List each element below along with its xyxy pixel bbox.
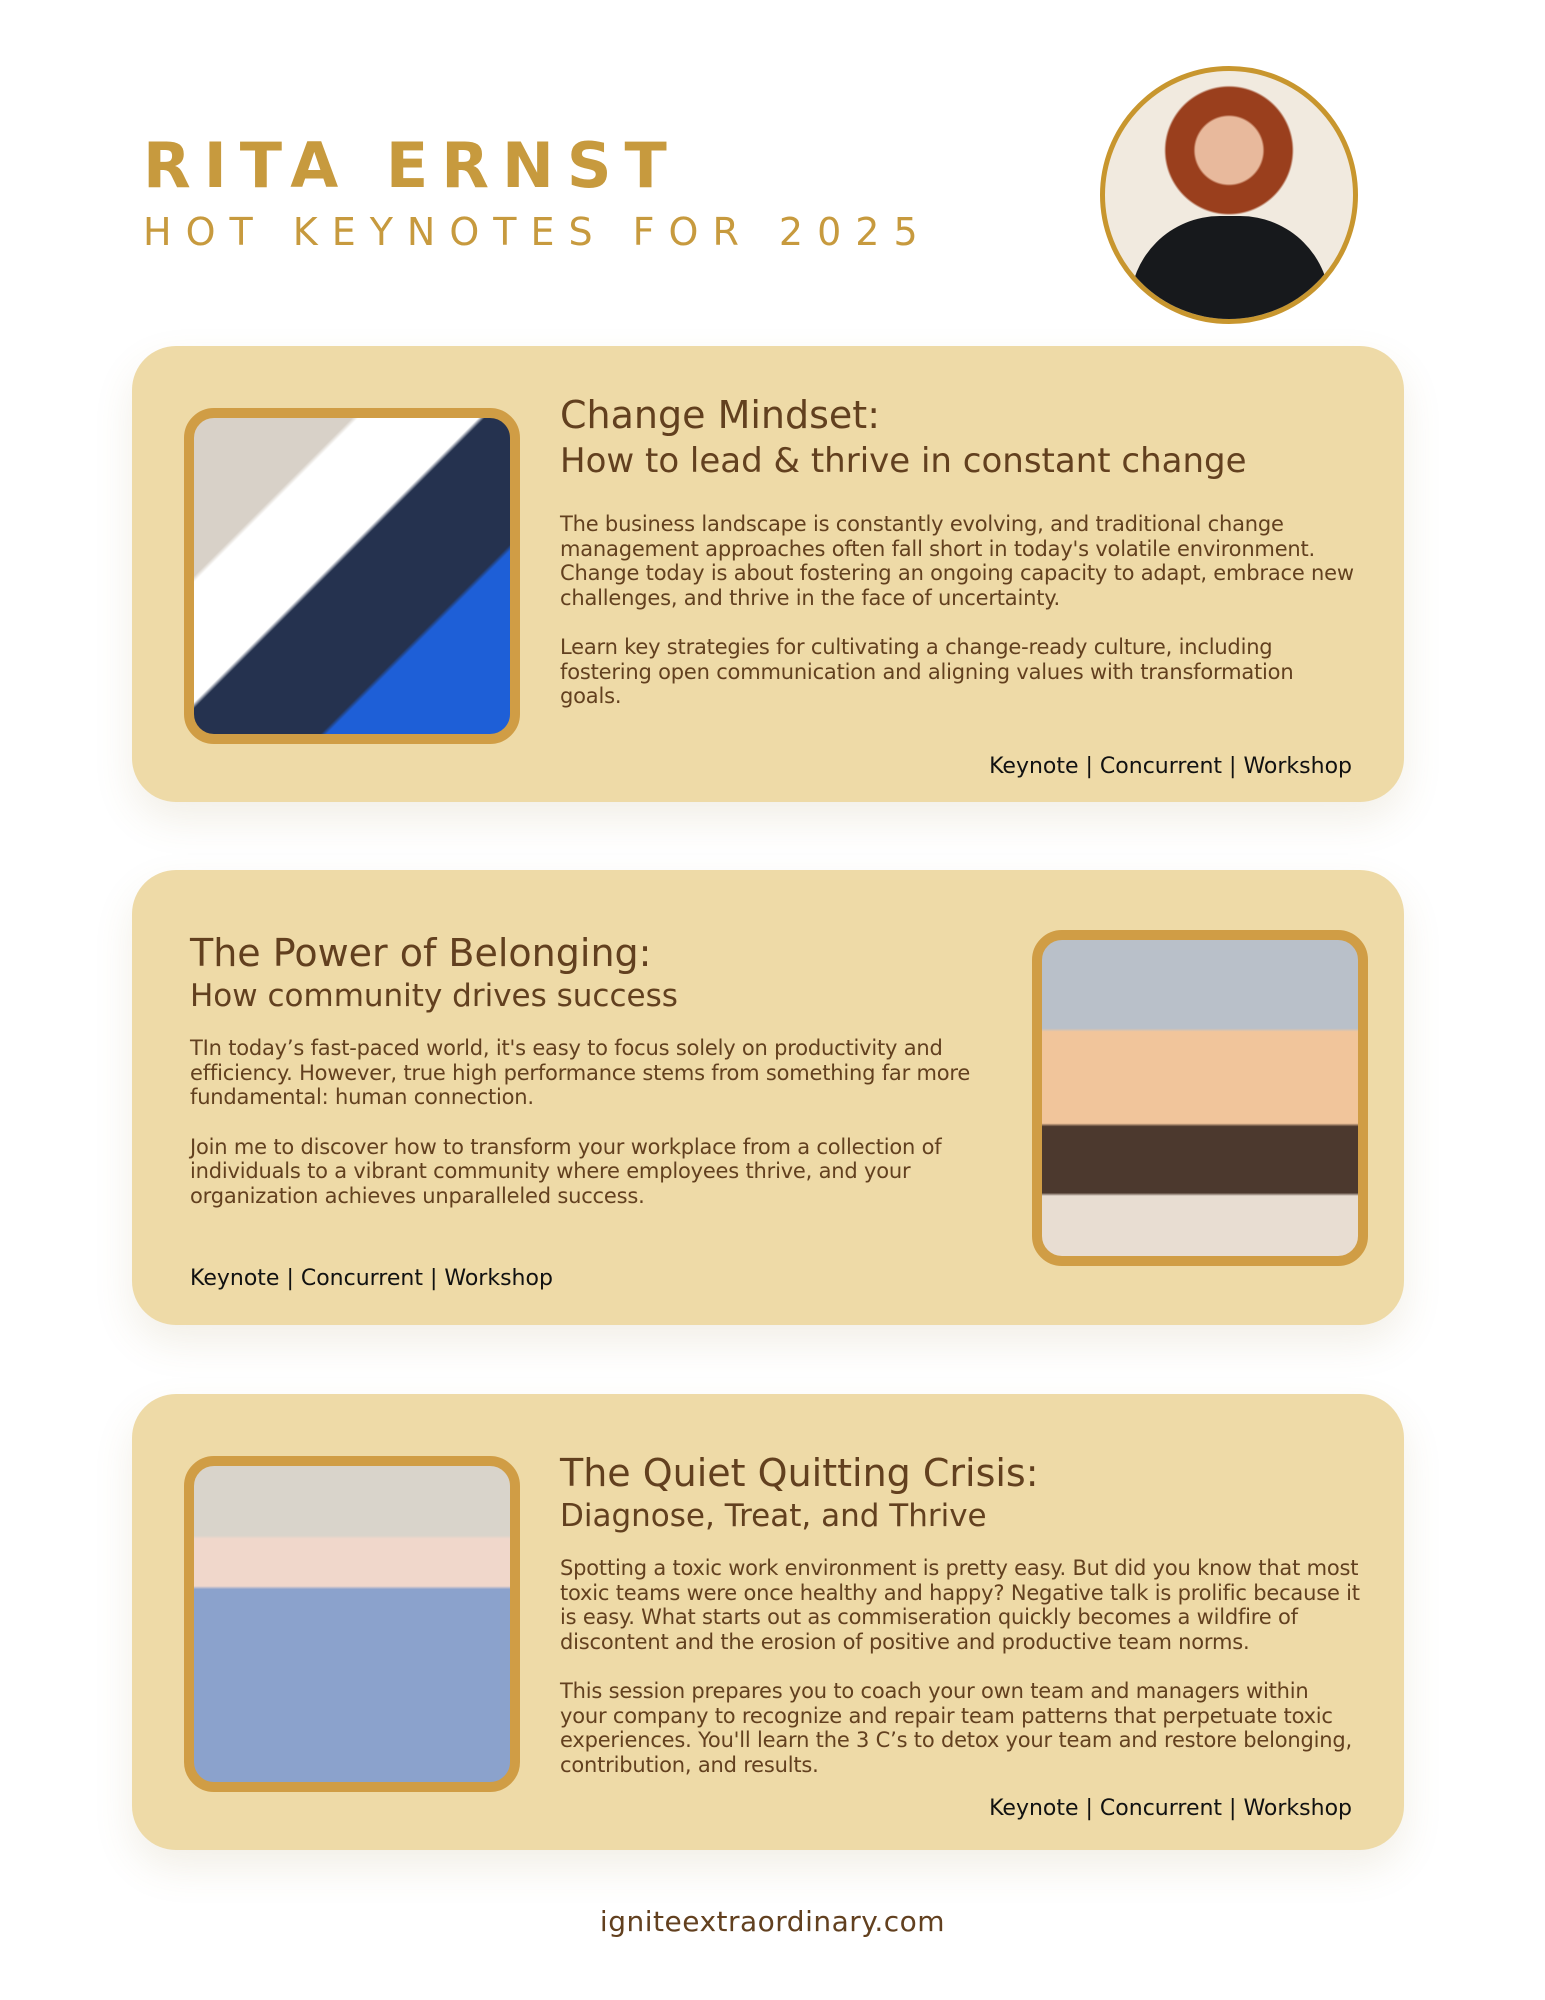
keynote-formats: Keynote | Concurrent | Workshop bbox=[989, 1796, 1352, 1821]
website-link[interactable]: igniteextraordinary.com bbox=[599, 1905, 946, 1938]
keynote-description: The business landscape is constantly evolving, and traditional change management approaches often fall short in today's volatile environment. Change today is about fostering an ongoing capacity to adapt, embrace new challenges, and thrive in the face of uncertainty. bbox=[560, 512, 1354, 610]
keynote-description: Join me to discover how to transform your workplace from a collection of individuals to a vibrant community where employees thrive, and your organization achieves unparalleled success. bbox=[190, 1134, 942, 1208]
keynote-photo bbox=[1032, 930, 1368, 1266]
keynote-title: Change Mindset: bbox=[560, 393, 880, 437]
keynote-description: This session prepares you to coach your own team and managers within your company to recognize and repair team patterns that perpetuate toxic experiences. You'll learn the 3 C’s to detox your team and restore belonging, contribution, and results. bbox=[560, 1679, 1352, 1777]
keynote-card-power-of-belonging bbox=[132, 870, 1404, 1325]
page-header bbox=[143, 129, 932, 254]
portrait-figure bbox=[1130, 216, 1330, 324]
speaker-portrait bbox=[1100, 66, 1358, 324]
speaker-name: RITA ERNST bbox=[143, 129, 680, 202]
keynote-photo bbox=[184, 408, 520, 744]
keynote-text bbox=[560, 1450, 1360, 1777]
keynote-text bbox=[560, 392, 1360, 709]
page-tagline: HOT KEYNOTES FOR 2025 bbox=[143, 210, 932, 254]
keynote-card-quiet-quitting bbox=[132, 1394, 1404, 1850]
keynote-formats: Keynote | Concurrent | Workshop bbox=[190, 1266, 553, 1291]
keynote-title: The Quiet Quitting Crisis: bbox=[560, 1451, 1039, 1495]
keynote-photo bbox=[184, 1456, 520, 1792]
keynote-card-change-mindset bbox=[132, 346, 1404, 802]
keynote-description: TIn today’s fast-paced world, it's easy to focus solely on productivity and efficiency. However, true high performance stems from something far more fundamental: human connection. bbox=[190, 1036, 971, 1109]
keynote-title: The Power of Belonging: bbox=[190, 931, 652, 975]
keynote-subtitle: How community drives success bbox=[190, 978, 678, 1014]
keynote-description: Spotting a toxic work environment is pretty easy. But did you know that most toxic teams were once healthy and happy? Negative talk is prolific because it is easy. What starts out as commiseration quickly becomes a wildfire of discontent and the erosion of positive and productive team norms. bbox=[560, 1556, 1360, 1654]
keynote-subtitle: How to lead & thrive in constant change bbox=[560, 441, 1247, 481]
keynote-text bbox=[190, 930, 980, 1208]
keynote-formats: Keynote | Concurrent | Workshop bbox=[989, 754, 1352, 779]
keynote-subtitle: Diagnose, Treat, and Thrive bbox=[560, 1498, 987, 1534]
keynote-description: Learn key strategies for cultivating a change-ready culture, including fostering open communication and aligning values with transformation goals. bbox=[560, 635, 1294, 708]
